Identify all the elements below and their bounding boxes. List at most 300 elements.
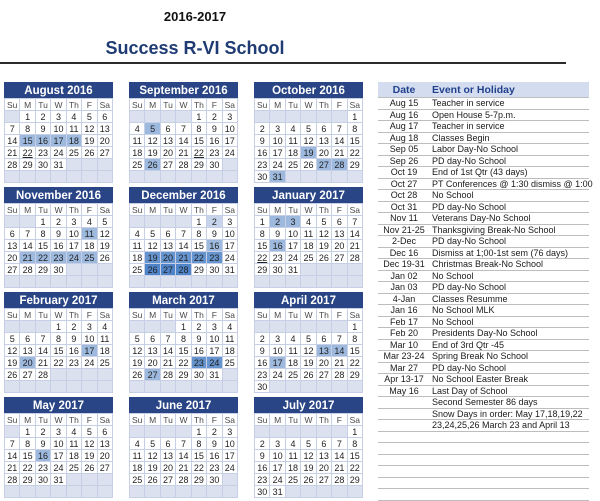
day-cell: 6: [97, 426, 112, 438]
day-cell: 30: [191, 369, 206, 381]
day-cell: 31: [51, 474, 66, 486]
day-cell: 24: [270, 369, 285, 381]
month-december-2016: [129, 187, 238, 288]
day-cell: 23: [191, 357, 206, 369]
empty-day-cell: [20, 486, 35, 498]
day-cell: 8: [191, 228, 206, 240]
event-description: PD day-No School: [430, 236, 589, 248]
event-date: Nov 21-25: [378, 224, 430, 236]
day-cell: 3: [222, 426, 237, 438]
day-cell: 29: [191, 264, 206, 276]
day-cell: 17: [285, 240, 300, 252]
empty-day-cell: [82, 264, 97, 276]
day-name-cell: Th: [66, 204, 81, 216]
event-date: Oct 27: [378, 178, 430, 190]
event-description: Classes Begin: [430, 132, 589, 144]
event-row: [378, 109, 589, 121]
day-cell: 30: [35, 474, 50, 486]
day-cell: 14: [176, 240, 191, 252]
empty-day-cell: [66, 369, 81, 381]
day-cell: 25: [130, 264, 145, 276]
empty-day-cell: [191, 276, 206, 288]
empty-day-cell: [207, 486, 222, 498]
day-cell: 10: [222, 123, 237, 135]
event-date: [378, 489, 430, 501]
day-cell: 5: [82, 426, 97, 438]
empty-day-cell: [176, 276, 191, 288]
day-cell: 8: [20, 438, 35, 450]
day-cell: 15: [255, 240, 270, 252]
empty-day-cell: [347, 171, 362, 183]
empty-day-cell: [160, 276, 175, 288]
empty-day-cell: [316, 426, 331, 438]
event-description: Open House 5-7p.m.: [430, 109, 589, 121]
day-cell: 26: [301, 369, 316, 381]
empty-day-cell: [97, 264, 112, 276]
day-cell: 27: [316, 369, 331, 381]
day-cell: 17: [270, 357, 285, 369]
month-title: July 2017: [254, 397, 363, 413]
day-cell: 1: [176, 321, 191, 333]
day-cell: 26: [145, 474, 160, 486]
month-grid: [254, 413, 363, 498]
day-cell: 2: [66, 321, 81, 333]
day-name-cell: Tu: [35, 99, 50, 111]
event-date: [378, 431, 430, 443]
empty-day-cell: [332, 264, 347, 276]
day-cell: 24: [270, 159, 285, 171]
empty-day-cell: [285, 381, 300, 393]
month-grid: [254, 203, 363, 288]
day-cell: 12: [316, 228, 331, 240]
day-cell: 24: [207, 357, 222, 369]
day-cell: 30: [270, 264, 285, 276]
empty-day-cell: [66, 474, 81, 486]
day-cell: 6: [332, 216, 347, 228]
event-date: Feb 20: [378, 328, 430, 340]
day-cell: 11: [82, 228, 97, 240]
day-cell: 5: [145, 123, 160, 135]
day-cell: 2: [207, 111, 222, 123]
day-cell: 12: [301, 450, 316, 462]
day-name-cell: F: [332, 309, 347, 321]
event-date: Sep 05: [378, 144, 430, 156]
day-name-cell: Tu: [285, 414, 300, 426]
day-name-cell: W: [51, 309, 66, 321]
day-cell: 9: [207, 438, 222, 450]
empty-day-cell: [145, 111, 160, 123]
event-row: [378, 213, 589, 225]
day-cell: 31: [222, 264, 237, 276]
empty-day-cell: [51, 171, 66, 183]
empty-day-cell: [255, 426, 270, 438]
day-cell: 17: [82, 345, 97, 357]
empty-event-row: [378, 489, 589, 501]
event-date: Mar 27: [378, 362, 430, 374]
event-description: End of 3rd Qtr -45: [430, 339, 589, 351]
day-cell: 4: [130, 438, 145, 450]
event-description: Dismiss at 1;00-1st sem (76 days): [430, 247, 589, 259]
day-cell: 25: [222, 357, 237, 369]
day-cell: 6: [20, 333, 35, 345]
empty-event-row: [378, 431, 589, 443]
day-cell: 22: [191, 462, 206, 474]
day-cell: 5: [82, 111, 97, 123]
day-cell: 23: [270, 252, 285, 264]
empty-day-cell: [316, 111, 331, 123]
day-cell: 28: [332, 474, 347, 486]
day-cell: 26: [97, 252, 112, 264]
day-cell: 26: [316, 252, 331, 264]
event-date: Jan 02: [378, 270, 430, 282]
month-may-2017: [4, 397, 113, 498]
day-cell: 9: [207, 123, 222, 135]
month-grid: [129, 203, 238, 288]
day-cell: 12: [301, 135, 316, 147]
empty-day-cell: [285, 171, 300, 183]
event-row: [378, 167, 589, 179]
day-cell: 21: [176, 462, 191, 474]
event-description: [430, 489, 589, 501]
event-date: Dec 16: [378, 247, 430, 259]
day-cell: 4: [97, 321, 112, 333]
day-cell: 23: [35, 462, 50, 474]
event-description: Christmas Break-No School: [430, 259, 589, 271]
empty-day-cell: [5, 486, 20, 498]
empty-day-cell: [255, 321, 270, 333]
day-cell: 29: [35, 264, 50, 276]
day-cell: 1: [347, 426, 362, 438]
day-name-cell: M: [270, 414, 285, 426]
empty-day-cell: [222, 486, 237, 498]
day-cell: 11: [130, 450, 145, 462]
empty-day-cell: [332, 426, 347, 438]
day-cell: 9: [207, 228, 222, 240]
empty-day-cell: [145, 426, 160, 438]
day-cell: 19: [82, 450, 97, 462]
day-cell: 6: [160, 228, 175, 240]
empty-day-cell: [222, 171, 237, 183]
day-cell: 12: [145, 240, 160, 252]
day-name-cell: Tu: [160, 204, 175, 216]
day-cell: 9: [255, 345, 270, 357]
event-date: [378, 397, 430, 409]
empty-day-cell: [332, 486, 347, 498]
empty-day-cell: [332, 321, 347, 333]
empty-day-cell: [301, 381, 316, 393]
day-name-cell: Su: [255, 414, 270, 426]
day-cell: 2: [255, 438, 270, 450]
event-date: 2-Dec: [378, 236, 430, 248]
event-description: Veterans Day-No School: [430, 213, 589, 225]
day-cell: 12: [301, 345, 316, 357]
day-name-cell: W: [51, 99, 66, 111]
day-cell: 31: [285, 264, 300, 276]
day-cell: 16: [255, 357, 270, 369]
day-name-cell: W: [176, 204, 191, 216]
event-row: [378, 236, 589, 248]
day-cell: 20: [5, 252, 20, 264]
event-date: Aug 18: [378, 132, 430, 144]
empty-day-cell: [285, 426, 300, 438]
day-cell: 26: [145, 264, 160, 276]
day-cell: 18: [301, 240, 316, 252]
day-cell: 11: [130, 240, 145, 252]
day-name-cell: Tu: [160, 309, 175, 321]
empty-day-cell: [207, 276, 222, 288]
day-name-cell: Th: [316, 414, 331, 426]
day-cell: 25: [285, 474, 300, 486]
day-name-cell: W: [301, 204, 316, 216]
day-name-cell: Th: [66, 309, 81, 321]
day-cell: 23: [66, 357, 81, 369]
day-cell: 22: [35, 252, 50, 264]
day-cell: 17: [222, 450, 237, 462]
empty-day-cell: [82, 159, 97, 171]
day-name-cell: Sa: [97, 99, 112, 111]
day-cell: 18: [285, 147, 300, 159]
day-name-cell: Th: [191, 99, 206, 111]
day-cell: 18: [285, 357, 300, 369]
day-cell: 17: [222, 135, 237, 147]
month-title: January 2017: [254, 187, 363, 203]
day-cell: 26: [82, 462, 97, 474]
day-cell: 25: [285, 369, 300, 381]
empty-day-cell: [207, 171, 222, 183]
empty-day-cell: [82, 381, 97, 393]
day-cell: 12: [5, 345, 20, 357]
empty-day-cell: [97, 486, 112, 498]
day-name-cell: M: [20, 414, 35, 426]
events-table: [378, 82, 593, 501]
empty-day-cell: [301, 426, 316, 438]
event-description: No School: [430, 316, 589, 328]
month-september-2016: [129, 82, 238, 183]
day-cell: 12: [82, 123, 97, 135]
empty-day-cell: [285, 276, 300, 288]
event-row: [378, 282, 589, 294]
day-cell: 19: [301, 462, 316, 474]
day-cell: 16: [51, 240, 66, 252]
empty-day-cell: [222, 276, 237, 288]
empty-day-cell: [301, 171, 316, 183]
day-cell: 3: [285, 216, 300, 228]
day-name-cell: Th: [316, 309, 331, 321]
day-cell: 21: [160, 357, 175, 369]
day-cell: 25: [130, 159, 145, 171]
empty-event-row: [378, 443, 589, 455]
month-title: September 2016: [129, 82, 238, 98]
empty-day-cell: [82, 171, 97, 183]
day-cell: 19: [145, 147, 160, 159]
day-cell: 24: [51, 462, 66, 474]
empty-day-cell: [270, 111, 285, 123]
day-cell: 1: [255, 216, 270, 228]
event-row: [378, 190, 589, 202]
day-cell: 25: [301, 252, 316, 264]
day-cell: 24: [82, 357, 97, 369]
empty-day-cell: [97, 171, 112, 183]
day-cell: 28: [176, 474, 191, 486]
event-row: [378, 247, 589, 259]
day-cell: 7: [332, 333, 347, 345]
empty-day-cell: [316, 321, 331, 333]
day-cell: 10: [51, 438, 66, 450]
day-name-cell: Sa: [347, 99, 362, 111]
day-name-cell: W: [301, 414, 316, 426]
day-cell: 23: [255, 159, 270, 171]
day-cell: 9: [191, 333, 206, 345]
day-cell: 16: [207, 450, 222, 462]
empty-day-cell: [97, 159, 112, 171]
day-cell: 4: [66, 426, 81, 438]
month-august-2016: [4, 82, 113, 183]
event-row: [378, 408, 589, 420]
month-grid: [129, 413, 238, 498]
empty-day-cell: [255, 276, 270, 288]
day-name-cell: Sa: [97, 414, 112, 426]
month-title: May 2017: [4, 397, 113, 413]
empty-day-cell: [270, 381, 285, 393]
day-cell: 31: [270, 486, 285, 498]
day-cell: 23: [207, 147, 222, 159]
empty-day-cell: [66, 159, 81, 171]
day-cell: 22: [191, 147, 206, 159]
day-cell: 12: [145, 135, 160, 147]
empty-day-cell: [222, 381, 237, 393]
day-cell: 24: [66, 252, 81, 264]
empty-day-cell: [20, 216, 35, 228]
day-cell: 25: [97, 357, 112, 369]
empty-day-cell: [5, 111, 20, 123]
day-cell: 27: [316, 159, 331, 171]
event-row: [378, 328, 589, 340]
day-cell: 22: [347, 462, 362, 474]
day-cell: 11: [66, 438, 81, 450]
day-cell: 6: [316, 333, 331, 345]
empty-day-cell: [130, 321, 145, 333]
day-cell: 10: [222, 438, 237, 450]
day-cell: 7: [20, 228, 35, 240]
day-cell: 1: [35, 216, 50, 228]
day-name-cell: W: [176, 99, 191, 111]
empty-day-cell: [176, 486, 191, 498]
day-cell: 25: [66, 462, 81, 474]
empty-day-cell: [130, 276, 145, 288]
event-description: Second Semester 86 days: [430, 397, 589, 409]
day-name-cell: Tu: [285, 99, 300, 111]
event-description: PD day-No School: [430, 155, 589, 167]
day-name-cell: Tu: [35, 414, 50, 426]
events-header-row: [378, 82, 589, 98]
day-cell: 21: [332, 462, 347, 474]
day-cell: 30: [255, 171, 270, 183]
empty-day-cell: [66, 171, 81, 183]
day-cell: 1: [51, 321, 66, 333]
day-cell: 3: [222, 111, 237, 123]
day-cell: 16: [191, 345, 206, 357]
day-cell: 4: [130, 228, 145, 240]
event-date: [378, 443, 430, 455]
event-row: [378, 224, 589, 236]
day-name-cell: F: [332, 99, 347, 111]
empty-day-cell: [66, 264, 81, 276]
empty-day-cell: [301, 264, 316, 276]
empty-day-cell: [97, 381, 112, 393]
event-row: [378, 132, 589, 144]
event-date: 4-Jan: [378, 293, 430, 305]
event-row: [378, 270, 589, 282]
day-cell: 27: [160, 159, 175, 171]
day-name-cell: M: [270, 99, 285, 111]
day-cell: 11: [301, 228, 316, 240]
day-cell: 27: [316, 474, 331, 486]
day-cell: 15: [20, 135, 35, 147]
day-cell: 6: [145, 333, 160, 345]
event-date: Mar 23-24: [378, 351, 430, 363]
day-name-cell: Sa: [222, 414, 237, 426]
day-cell: 12: [130, 345, 145, 357]
day-name-cell: Th: [66, 414, 81, 426]
day-cell: 29: [347, 159, 362, 171]
day-cell: 14: [347, 228, 362, 240]
event-row: [378, 201, 589, 213]
day-cell: 12: [82, 438, 97, 450]
day-name-cell: Sa: [97, 309, 112, 321]
month-grid: [129, 98, 238, 183]
day-cell: 7: [332, 438, 347, 450]
day-cell: 13: [145, 345, 160, 357]
event-date: Sep 26: [378, 155, 430, 167]
day-cell: 8: [35, 228, 50, 240]
day-cell: 12: [145, 450, 160, 462]
day-cell: 16: [270, 240, 285, 252]
empty-day-cell: [332, 111, 347, 123]
day-cell: 28: [35, 369, 50, 381]
day-cell: 29: [347, 474, 362, 486]
day-name-cell: Tu: [35, 204, 50, 216]
day-cell: 22: [191, 252, 206, 264]
empty-day-cell: [270, 426, 285, 438]
empty-day-cell: [160, 216, 175, 228]
event-description: No School: [430, 190, 589, 202]
event-date: Oct 31: [378, 201, 430, 213]
day-cell: 5: [5, 333, 20, 345]
day-cell: 8: [20, 123, 35, 135]
day-cell: 15: [176, 345, 191, 357]
day-cell: 14: [332, 135, 347, 147]
empty-day-cell: [301, 486, 316, 498]
day-cell: 18: [285, 462, 300, 474]
day-cell: 18: [66, 135, 81, 147]
event-row: [378, 293, 589, 305]
day-cell: 2: [255, 333, 270, 345]
event-date: Nov 11: [378, 213, 430, 225]
event-date: [378, 466, 430, 478]
empty-day-cell: [145, 486, 160, 498]
day-name-cell: F: [82, 309, 97, 321]
day-cell: 20: [160, 147, 175, 159]
day-cell: 6: [316, 123, 331, 135]
day-cell: 4: [82, 216, 97, 228]
empty-day-cell: [130, 216, 145, 228]
day-cell: 9: [255, 135, 270, 147]
day-cell: 24: [270, 474, 285, 486]
day-cell: 14: [332, 345, 347, 357]
day-cell: 7: [176, 123, 191, 135]
day-name-cell: F: [82, 204, 97, 216]
event-row: [378, 351, 589, 363]
